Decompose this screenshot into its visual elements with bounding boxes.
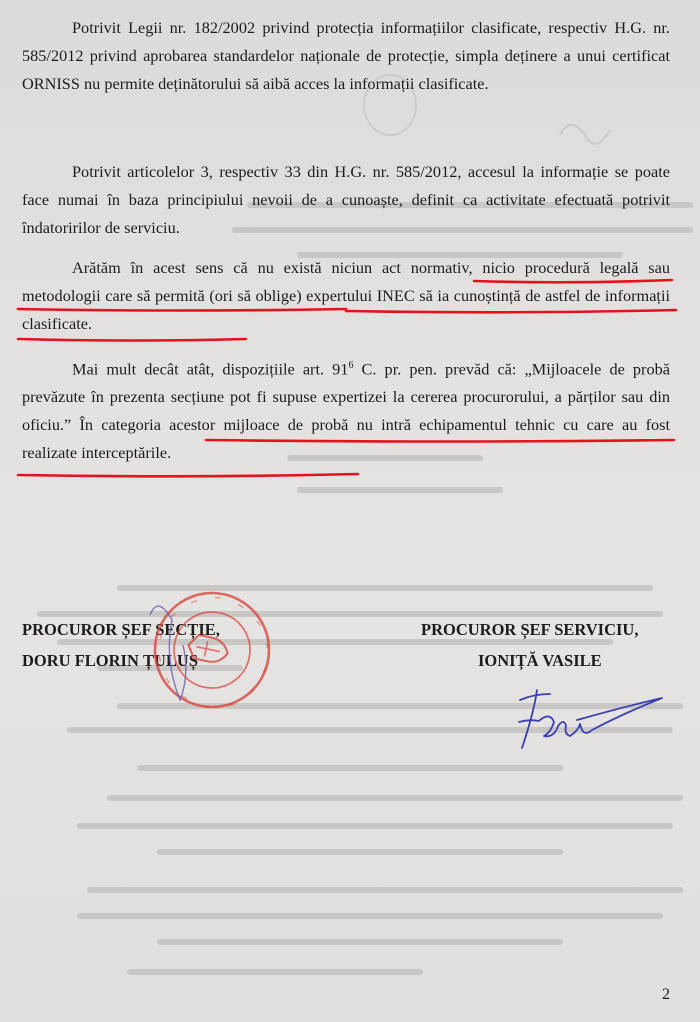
signature-right-title: PROCUROR ȘEF SERVICIU, [421,620,639,639]
signature-left-name: DORU FLORIN ȚULUȘ [22,651,199,670]
signature-left-title: PROCUROR ȘEF SECȚIE, [22,620,220,639]
page-number: 2 [662,986,670,1003]
paragraph-4: Mai mult decât atât, dispozițiile art. $91^6$ C. pr. pen. prevăd că: „Mijloacele de probă prevăzute în prezenta secțiune pot fi supuse expertizei la cererea procurorului, a părților sau din oficiu.” În categoria acestor mijloace de probă nu intră echipamentul tehnic cu care au fost realizate interceptările. [22,359,670,463]
paragraph-3: Arătăm în acest sens că nu există niciun act normativ, nicio procedură legală sau metodologii care să permită (ori să oblige) expertului INEC să ia cunoștință de astfel de informații clasificate. [22,258,670,333]
paragraph-2: Potrivit articolelor 3, respectiv 33 din H.G. nr. 585/2012, accesul la informație se poate face numai în baza principiului nevoii de a cunoaște, definit ca activitate efectuată potrivit îndatoririlor de serviciu. [22,162,670,237]
paragraph-1: Potrivit Legii nr. 182/2002 privind protecția informațiilor clasificate, respectiv H.G. nr. 585/2012 privind aprobarea standardelor naționale de protecție, simpla deținere a unui certificat ORNISS nu permite deținătorului să aibă acces la informații clasificate. [22,18,670,93]
signature-right-name: IONIȚĂ VASILE [478,651,602,670]
